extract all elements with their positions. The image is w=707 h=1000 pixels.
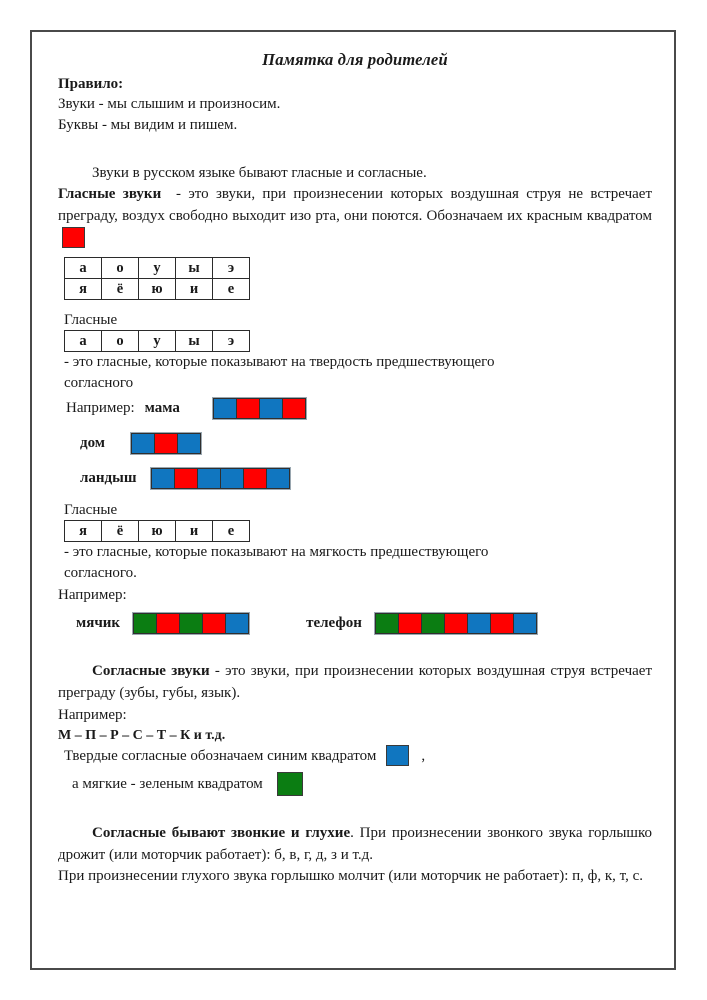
vowel-cell: е [213,521,250,542]
example-word: дом [80,435,106,452]
example-mama [66,397,652,420]
document-body [32,32,674,968]
scheme-cell [282,398,306,419]
vowel-cell: а [65,257,102,278]
rule-line-2: Буквы - мы видим и пишем. [58,117,238,134]
sound-scheme [130,432,202,455]
soft-vowels-note-1: - это гласные, которые показывают на мягкость предшествующего [64,544,489,561]
scheme-cell [467,613,491,634]
hard-consonant-note-tail: , [421,747,426,764]
sound-scheme [212,397,307,420]
soft-vowels-label: Гласные [64,502,118,519]
example-dom [80,432,652,455]
vowels-definition-body: - это звуки, при произнесении которых воздушная струя не встречает преграду, воздух свободно выходит изо рта, они поются. Обозначаем их красным квадратом [58,186,653,225]
scheme-cell [202,613,226,634]
scheme-cell [156,613,180,634]
vowels-definition [58,184,652,249]
example-landysh [80,467,652,490]
scheme-cell [177,433,201,454]
green-square-icon [277,772,303,796]
rule-line-1: Звуки - мы слышим и произносим. [58,96,281,112]
vowel-cell: ё [102,521,139,542]
table-row [65,257,250,278]
voiced-definition-body: . При произнесении звонкого звука горлышко дрожит (или моторчик работает): б, в, г, д, з и т.д. [58,824,653,863]
blue-square-icon [386,745,409,766]
scheme-cell [179,613,203,634]
vowel-cell: а [65,330,102,351]
vowels-definition-lead: Гласные звуки [58,186,162,203]
spacer [58,797,652,823]
soft-consonant-note-row [72,773,652,797]
spacer [58,420,652,432]
consonants-definition-body: - это звуки, при произнесении которых воздушная струя встречает преграду (зубы, губы, язык). [58,663,652,701]
hard-vowels-table [64,330,250,352]
voiceless-definition: При произнесении глухого звука горлышко молчит (или моторчик не работает): п, ф, к, т, с. [58,868,643,885]
sound-scheme [374,612,538,635]
voiced-definition [58,823,652,867]
document-page [30,30,676,970]
example-word: телефон [306,615,362,632]
page-title: Памятка для родителей [262,50,448,69]
scheme-cell [220,468,244,489]
consonants-definition [58,661,652,705]
hard-consonant-note-row [64,746,652,767]
sound-scheme [132,612,250,635]
vowel-cell: о [102,330,139,351]
scheme-cell [131,433,155,454]
scheme-cell [243,468,267,489]
vowel-cell: ю [139,278,176,299]
scheme-cell [225,613,249,634]
scheme-cell [490,613,514,634]
intro-text: Звуки в русском языке бывают гласные и согласные. [92,164,427,181]
spacer [58,635,652,661]
vowel-cell: я [65,521,102,542]
soft-vowels-note-2: согласного. [64,565,137,582]
red-square-icon [62,227,85,248]
soft-vowels-table [64,520,250,542]
scheme-cell [259,398,283,419]
vowel-cell: ы [176,257,213,278]
vowel-cell: и [176,521,213,542]
hard-consonant-note: Твердые согласные обозначаем синим квадратом [64,747,377,764]
table-row [65,521,250,542]
vowel-cell: е [213,278,250,299]
example-word: мячик [76,615,121,632]
consonants-definition-lead: Согласные звуки [92,663,210,680]
soft-consonant-note: а мягкие - зеленым квадратом [72,776,263,793]
vowel-cell: э [213,257,250,278]
vowel-cell: ю [139,521,176,542]
scheme-cell [375,613,399,634]
scheme-cell [266,468,290,489]
vowel-cell: ы [176,330,213,351]
vowel-cell: э [213,330,250,351]
spacer [58,300,652,312]
spacer [58,455,652,467]
table-row [65,330,250,351]
scheme-cell [421,613,445,634]
scheme-cell [236,398,260,419]
scheme-cell [398,613,422,634]
scheme-cell [133,613,157,634]
scheme-cell [197,468,221,489]
vowel-cell: и [176,278,213,299]
scheme-cell [174,468,198,489]
consonants-example-prefix: Например: [58,706,127,723]
hard-vowels-note-1: - это гласные, которые показывают на твердость предшествующего [64,353,495,370]
vowel-cell: у [139,330,176,351]
voiced-definition-lead: Согласные бывают звонкие и глухие [92,824,351,841]
example-soft-words [76,612,652,635]
sound-scheme [150,467,291,490]
vowel-cell: о [102,257,139,278]
hard-vowels-label: Гласные [64,311,118,328]
vowel-cell: ё [102,278,139,299]
spacer [58,250,652,256]
scheme-cell [154,433,178,454]
consonant-letters-line: М – П – Р – С – Т – К и т.д. [58,727,226,743]
example-word: ландыш [80,470,137,487]
scheme-cell [213,398,237,419]
scheme-cell [513,613,537,634]
hard-vowels-note-2: согласного [64,374,134,391]
spacer [58,137,652,163]
soft-vowels-example-prefix: Например: [58,586,127,603]
example-prefix: Например: [66,400,135,417]
vowel-cell: у [139,257,176,278]
vowel-cell: я [65,278,102,299]
rule-heading: Правило: [58,76,124,92]
spacer [58,490,652,502]
example-word: мама [144,400,180,417]
vowel-letters-table [64,257,250,300]
scheme-cell [151,468,175,489]
table-row [65,278,250,299]
scheme-cell [444,613,468,634]
